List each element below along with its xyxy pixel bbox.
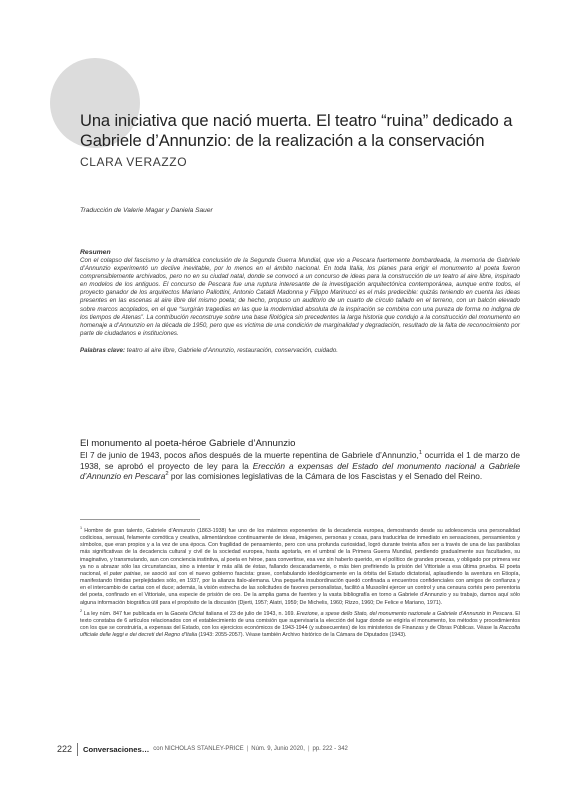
footnote-2-text-4: (1943: 2055-2057). Véase también Archivo histórico de la Cámara de Diputados (1943). — [197, 632, 407, 639]
section-italic-title: Erección a expensas del Estado del monumento nacional a Gabriele d’Annunzio en Pescara — [80, 460, 520, 482]
section-text-1: El 7 de junio de 1943, pocos años después de la muerte repentina de Gabriele d’Annunzio, — [80, 450, 419, 460]
section-text-2: ocurrida el 1 de marzo de 1938, se aprobó el proyecto de ley para la — [80, 450, 521, 471]
footer-separator: | — [246, 746, 249, 752]
footnote-1-italic: pater patriae — [109, 570, 141, 577]
section-text-3: por las comisiones legislativas de la Cámara de los Fascistas y el Senado del Reino. — [168, 471, 483, 482]
abstract-text: Con el colapso del fascismo y la dramática conclusión de la Segunda Guerra Mundial, que vio a Pescara fuertemente bombardeada, la memoria de Gabriele d’Annunzio experimentó un declive inevitable, por lo menos en el ámbito nacional. En toda Italia, los planes para erigir el monumento al poeta fueron comprensiblemente archivados, pero no en su ciudad natal, donde se convocó a un concurso de ideas para la construcción de un teatro al aire libre, inspirado en modelos de los antiguos. El concurso de Pescara fue una ruptura interesante de la investigación arquitectónica contemporánea, aunque entre todos, el proyecto ganador de los arquitectos Mariano Pallottini, Antonio Cataldi Madonna y Filippo Marinucci es el más predecible: quizás teniendo en cuenta las ideas presentes en las escenas al aire libre del mismo poeta; de hecho, propuso un auditorio de un cuarto de círculo tallado en el terreno, con un balcón elevado sobre marcos acoplados, en el que “surgirán tragedias en las que la modernidad absoluta de la inspiración se combina con una pureza de forma no indigna de los tiempos de Atenas”. La contribución reconstruye sobre una base filológica sin precedentes la larga historia que condujo a la construcción del monumento en homenaje a d’Annunzio en la década de 1950, pero que es víctima de una condición de marginalidad y degradación, resultado de la falta de reconocimiento por parte de ciudadanos e instituciones. — [80, 257, 520, 337]
journal-section: con NICHOLAS STANLEY-PRICE — [153, 746, 244, 752]
keywords-label: Palabras clave: — [80, 346, 126, 354]
footer-separator: | — [307, 746, 310, 752]
footnote-2-text-3: . El texto constaba de 6 artículos relacionados con el establecimiento de una comisión que supervisaría la elección del lugar donde se erigiría el monumento, los métodos y procedimientos con los que se construiría, a expensas del Estado, con los ejercicios económicos de 1943-1944 (y subsecuentes) de los ministerios de Finanzas y de Obras Públicas. Véase la — [80, 610, 521, 632]
footnote-ref-2[interactable]: 2 — [165, 471, 169, 478]
section-paragraph — [80, 450, 520, 482]
abstract-heading: Resumen — [80, 249, 111, 256]
footnote-2-italic-3: Raccolta ufficiale delle leggi e dei decreti del Regno d’Italia — [80, 625, 520, 639]
article-author: CLARA VERAZZO — [80, 155, 188, 169]
footnote-1-text: Hombre de gran talento, Gabriele d’Annunzio (1863-1938) fue uno de los máximos exponentes de la decadencia europea, demostrando desde su adolescencia una personalidad codiciosa, sensual, felamente comótica y creativa, alimentándose continuamente de ideas, imágenes, personas y cosas, para traducirlas de inmediato en sensaciones, pensamientos y símbolos, que eran propios y a la vez de una época. Con fragilidad de pensamiento, pero con una profunda curiosidad, logró durante treinta años ser a través de una de las parábolas más significativas de la decadencia cultural y civil de la sociedad europea, hasta agotarla, en el umbral de la Primera Guerra Mundial, perdiendo gradualmente sus facultades, su imaginativo, y transmutando, aun con conciencia instintiva, al poeta en héroe, para convertirse, esa vez sin haberlo querido, en el político de grandes proezas, y obligado por primera vez ya no a abrazar sólo las circunstancias, sino a intentar ir más allá de éstas, fallando descaradamente, o más bien prefiriendo la prisión del Vittoriale a esa última prueba. El poeta nacional, el — [80, 528, 520, 577]
article-title: Una iniciativa que nació muerta. El teatro “ruina” dedicado a Gabriele d’Annunzio: de la realización a la conservación — [80, 112, 513, 150]
keywords — [80, 347, 520, 354]
footnotes — [80, 528, 520, 643]
footnote-2-text-2: italiana el 23 de julio de 1943, n. 169. — [204, 610, 297, 617]
footnote-2 — [80, 608, 521, 640]
footnote-2-italic-1: Gaceta Oficial — [170, 610, 204, 617]
footnote-2-text: La ley núm. 847 fue publicada en la — [82, 610, 171, 617]
journal-issue: Núm. 9, Junio 2020, — [251, 746, 305, 752]
footnote-ref-1[interactable]: 1 — [418, 450, 423, 457]
abstract — [80, 249, 520, 354]
journal-pages: pp. 222 - 342 — [312, 746, 348, 752]
translator-credit: Traducción de Valerie Magar y Daniela Sauer — [80, 207, 213, 214]
journal-name: Conversaciones… — [83, 744, 150, 754]
section-heading: El monumento al poeta-héroe Gabriele d’Annunzio — [80, 438, 296, 449]
footnote-divider — [80, 519, 200, 520]
footnote-1 — [80, 528, 520, 607]
title-block — [80, 112, 520, 169]
page-footer — [57, 743, 517, 755]
footnote-number-2: 2 — [80, 608, 83, 613]
section-monumento — [80, 438, 520, 482]
footnote-number-1: 1 — [80, 526, 83, 531]
keywords-list: teatro al aire libre, Gabriele d’Annunzio, restauración, conservación, cuidado. — [126, 346, 338, 354]
page-number: 222 — [57, 744, 73, 754]
footnote-1-text-2: , se asoció así con el nuevo gobierno fascista: grave, confabulando ideológicamente en la órbita del Estado dictatorial, aplaudiendo la aventura en Etiopía, manifestando tímidas perplejidades sólo, en 1937, por la alianza ítalo-alemana. Una pequeña insubordinación quedó confinada a encuentros confidenciales con amigos de confianza y en el intercambio de cartas con el duce; además, la visión estrecha de las solicitudes de favores personalistas, facilitó a Mussolini ejercer un control y una censura cortés pero perentoria del poeta, confinado en el Vittoriale, una especie de prisión de oro. De la amplia gama de fuentes y la vasta bibliografía en torno a Gabriele d’Annunzio y su trabajo, damos aquí sólo alguna información biográfica útil para el propósito de la discusión (Djerti, 1957; Alatri, 1959; De Michelis, 1960; Rizzo, 1960; De Felice e Mariano, 1971). — [80, 570, 520, 606]
footer-divider — [77, 743, 78, 756]
footnote-2-italic-2: Erezione, a spese dello Stato, del monumento nazionale a Gabriele d’Annunzio in Pescara — [296, 610, 513, 617]
